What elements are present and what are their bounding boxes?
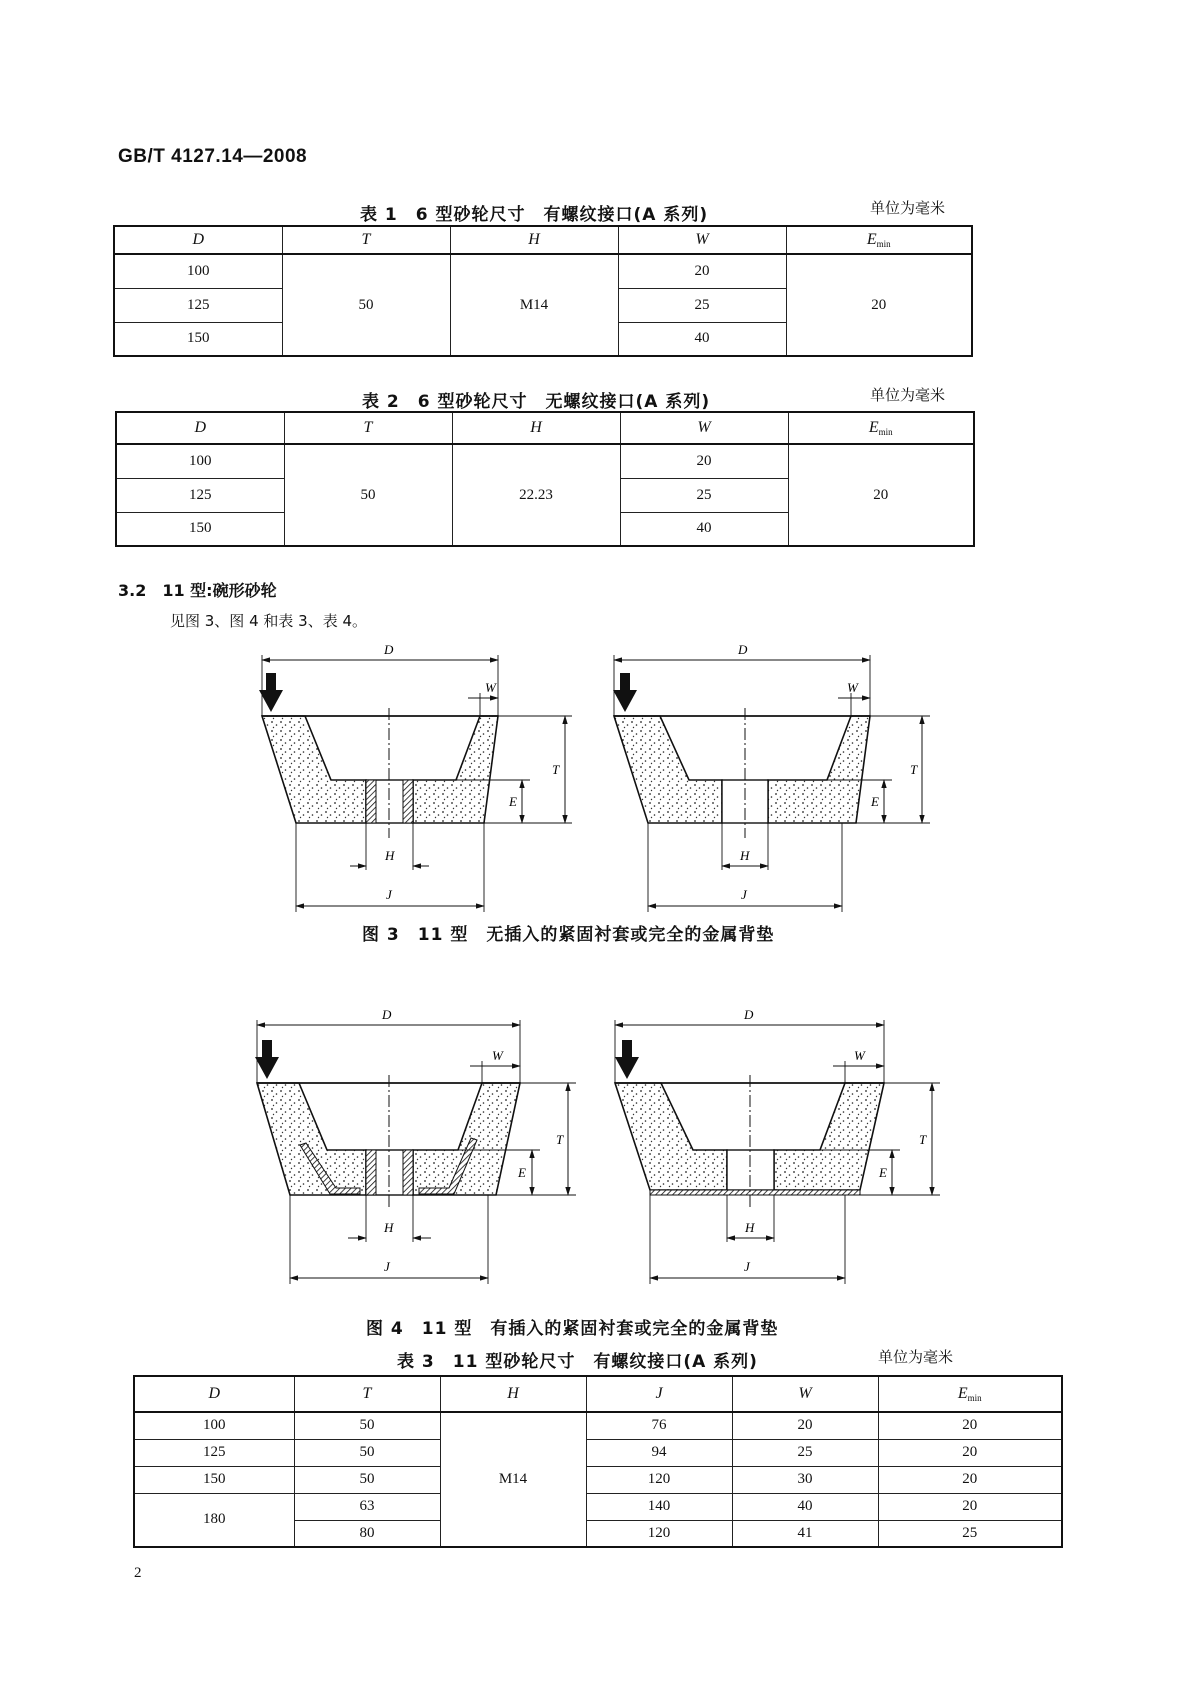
table1-cell-w: 20 [618,254,786,288]
table1-header-t: T [282,226,450,254]
table1-header-emin: $E_{min}$ [786,226,972,254]
table3-header-j: J [586,1376,732,1412]
figure3-left-label-w: W [485,680,496,695]
table2-cell-d: 100 [116,444,284,478]
table1-cell-w: 40 [618,322,786,356]
table-row [134,1439,1062,1466]
table3-header-h: H [440,1376,586,1412]
figure3-right-label-d: D [738,642,748,657]
table3-header-w: W [732,1376,878,1412]
arrow-icon [259,673,283,712]
table2-cell-d: 125 [116,478,284,512]
figure3-left-label-j: J [386,887,392,902]
table2-caption: 表 2 6 型砂轮尺寸 无螺纹接口(A 系列) [362,392,711,412]
figure4-left-label-j: J [384,1259,390,1274]
table2-header-emin: $E_{min}$ [788,412,974,444]
table3-cell-t: 50 [294,1466,440,1493]
table3-cell-w: 20 [732,1412,878,1439]
table3-cell-t: 63 [294,1493,440,1520]
page-number: 2 [134,1565,142,1581]
table3-unit: 单位为毫米 [878,1348,954,1366]
figure3-left-label-t: T [552,762,560,777]
table2-header-d: D [116,412,284,444]
table3-cell-emin: 25 [878,1520,1062,1547]
table1-cell-d: 150 [114,322,282,356]
table1-cell-d: 125 [114,288,282,322]
table3-cell-j: 120 [586,1466,732,1493]
table3-cell-emin: 20 [878,1466,1062,1493]
table3-header-t: T [294,1376,440,1412]
table3-cell-j: 120 [586,1520,732,1547]
table3-cell-emin: 20 [878,1493,1062,1520]
figure4-left-label-w: W [492,1048,503,1063]
table3-cell-t: 50 [294,1439,440,1466]
table1-cell-w: 25 [618,288,786,322]
standard-number: GB/T 4127.14—2008 [118,146,308,167]
table3-cell-w: 25 [732,1439,878,1466]
figure4-left-diagram [255,1007,576,1284]
table3-cell-j: 94 [586,1439,732,1466]
table1-unit: 单位为毫米 [870,199,946,217]
table2-header-t: T [284,412,452,444]
figure4-caption: 图 4 11 型 有插入的紧固衬套或完全的金属背垫 [366,1319,779,1339]
section-heading: 3.2 11 型:碗形砂轮 [118,581,277,600]
table2-unit: 单位为毫米 [870,386,946,404]
table3-cell-w: 41 [732,1520,878,1547]
arrow-icon [255,1040,279,1079]
table1-cell-d: 100 [114,254,282,288]
table3-cell-d: 100 [134,1412,294,1439]
figure4-right-label-j: J [744,1259,750,1274]
arrow-icon [613,673,637,712]
table2-cell-w: 20 [620,444,788,478]
figure4-right-label-w: W [854,1048,865,1063]
figure4-right-label-d: D [744,1007,754,1022]
figure3-left-label-h: H [385,848,395,863]
table3-cell-emin: 20 [878,1412,1062,1439]
table3-cell-t: 80 [294,1520,440,1547]
table3-cell-h: M14 [440,1412,586,1547]
figure4-right-label-t: T [919,1132,927,1147]
figure4-left-label-t: T [556,1132,564,1147]
figure3-right-label-t: T [910,762,918,777]
figure4-left-label-h: H [384,1220,394,1235]
table3-cell-w: 30 [732,1466,878,1493]
figure3-caption: 图 3 11 型 无插入的紧固衬套或完全的金属背垫 [362,925,775,945]
table1-header-d: D [114,226,282,254]
table3-cell-d: 150 [134,1466,294,1493]
figure3-left-label-d: D [384,642,394,657]
section-text: 见图 3、图 4 和表 3、表 4。 [170,612,368,630]
figure3-left-label-e: E [509,794,517,809]
figure4-left-label-d: D [382,1007,392,1022]
table3-cell-d: 125 [134,1439,294,1466]
figure3-right-label-j: J [741,887,747,902]
figure4-right-diagram [615,1007,940,1284]
table3-cell-emin: 20 [878,1439,1062,1466]
table3-header-d: D [134,1376,294,1412]
table1-caption: 表 1 6 型砂轮尺寸 有螺纹接口(A 系列) [360,205,709,225]
table2-cell-t: 50 [284,444,452,546]
figure3-right-label-e: E [871,794,879,809]
figure4-right-label-h: H [745,1220,755,1235]
table3-caption: 表 3 11 型砂轮尺寸 有螺纹接口(A 系列) [397,1352,758,1372]
table2-cell-d: 150 [116,512,284,546]
table1-header-w: W [618,226,786,254]
table2-cell-emin: 20 [788,444,974,546]
table2-header-w: W [620,412,788,444]
table1-header-h: H [450,226,618,254]
table1-cell-t: 50 [282,254,450,356]
table3-cell-d: 180 [134,1493,294,1547]
figure3-left-diagram [259,642,572,912]
table1-cell-emin: 20 [786,254,972,356]
table3-cell-w: 40 [732,1493,878,1520]
table3 [133,1375,1063,1548]
figure4-right-label-e: E [879,1165,887,1180]
figure3-right-label-h: H [740,848,750,863]
table2-cell-h: 22.23 [452,444,620,546]
table-row [134,1466,1062,1493]
arrow-icon [615,1040,639,1079]
table2-cell-w: 40 [620,512,788,546]
table3-cell-j: 76 [586,1412,732,1439]
table2-cell-w: 25 [620,478,788,512]
table-row [134,1493,1062,1520]
figure4-left-label-e: E [518,1165,526,1180]
table1-cell-h: M14 [450,254,618,356]
table3-cell-t: 50 [294,1412,440,1439]
figure3-right-label-w: W [847,680,858,695]
table-row [134,1412,1062,1439]
figure3-right-diagram [613,642,930,912]
table2-header-h: H [452,412,620,444]
table3-cell-j: 140 [586,1493,732,1520]
table3-header-emin: $E_{min}$ [878,1376,1062,1412]
